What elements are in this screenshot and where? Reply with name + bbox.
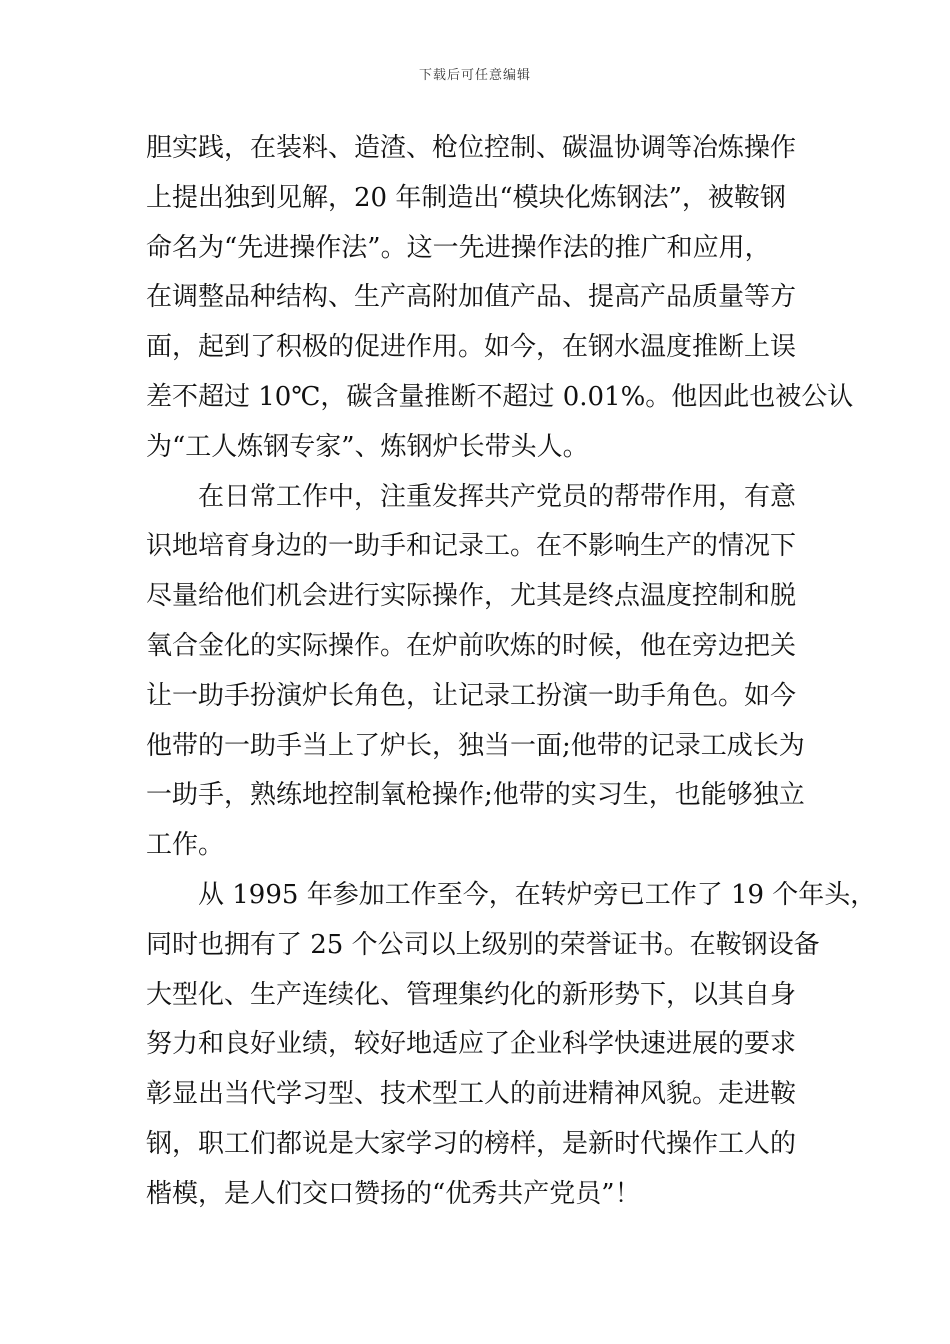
text-line: 面，起到了积极的促进作用。如今，在钢水温度推断上误 — [146, 332, 797, 363]
text-line: 胆实践，在装料、造渣、枪位控制、碳温协调等冶炼操作 — [146, 133, 797, 163]
text-line: 让一助手扮演炉长角色，让记录工扮演一助手角色。如今 — [146, 680, 797, 711]
text-line: 他带的一助手当上了炉长，独当一面;他带的记录工成长为 — [146, 730, 805, 761]
text-line: 差不超过 10℃，碳含量推断不超过 0.01%。他因此也被公认 — [146, 381, 854, 412]
body-text — [146, 124, 877, 1220]
page-header: 下载后可任意编辑 — [418, 68, 531, 83]
text-line: 工作。 — [146, 830, 225, 861]
text-line: 为“工人炼钢专家”、炼钢炉长带头人。 — [146, 431, 589, 462]
text-line: 上提出独到见解，20 年制造出“模块化炼钢法”，被鞍钢 — [146, 182, 786, 213]
text-line: 氧合金化的实际操作。在炉前吹炼的时候，他在旁边把关 — [146, 630, 797, 661]
paragraph-start-line: 从 1995 年参加工作至今，在转炉旁已工作了 19 个年头， — [198, 879, 877, 910]
text-line: 识地培育身边的一助手和记录工。在不影响生产的情况下 — [146, 531, 797, 562]
text-line: 彰显出当代学习型、技术型工人的前进精神风貌。走进鞍 — [146, 1079, 797, 1110]
text-line: 大型化、生产连续化、管理集约化的新形势下，以其自身 — [146, 979, 797, 1010]
text-line: 同时也拥有了 25 个公司以上级别的荣誉证书。在鞍钢设备 — [146, 929, 820, 960]
text-line: 钢，职工们都说是大家学习的榜样，是新时代操作工人的 — [146, 1128, 797, 1159]
text-line: 在调整品种结构、生产高附加值产品、提高产品质量等方 — [146, 282, 797, 313]
text-line: 尽量给他们机会进行实际操作，尤其是终点温度控制和脱 — [146, 581, 797, 612]
text-line: 努力和良好业绩，较好地适应了企业科学快速进展的要求 — [146, 1029, 797, 1060]
text-line: 命名为“先进操作法”。这一先进操作法的推广和应用， — [146, 232, 771, 263]
text-line: 一助手，熟练地控制氧枪操作;他带的实习生，也能够独立 — [146, 780, 805, 811]
text-line: 楷模，是人们交口赞扬的“优秀共产党员”！ — [146, 1178, 641, 1209]
paragraph-start-line: 在日常工作中，注重发挥共产党员的帮带作用，有意 — [198, 481, 797, 512]
